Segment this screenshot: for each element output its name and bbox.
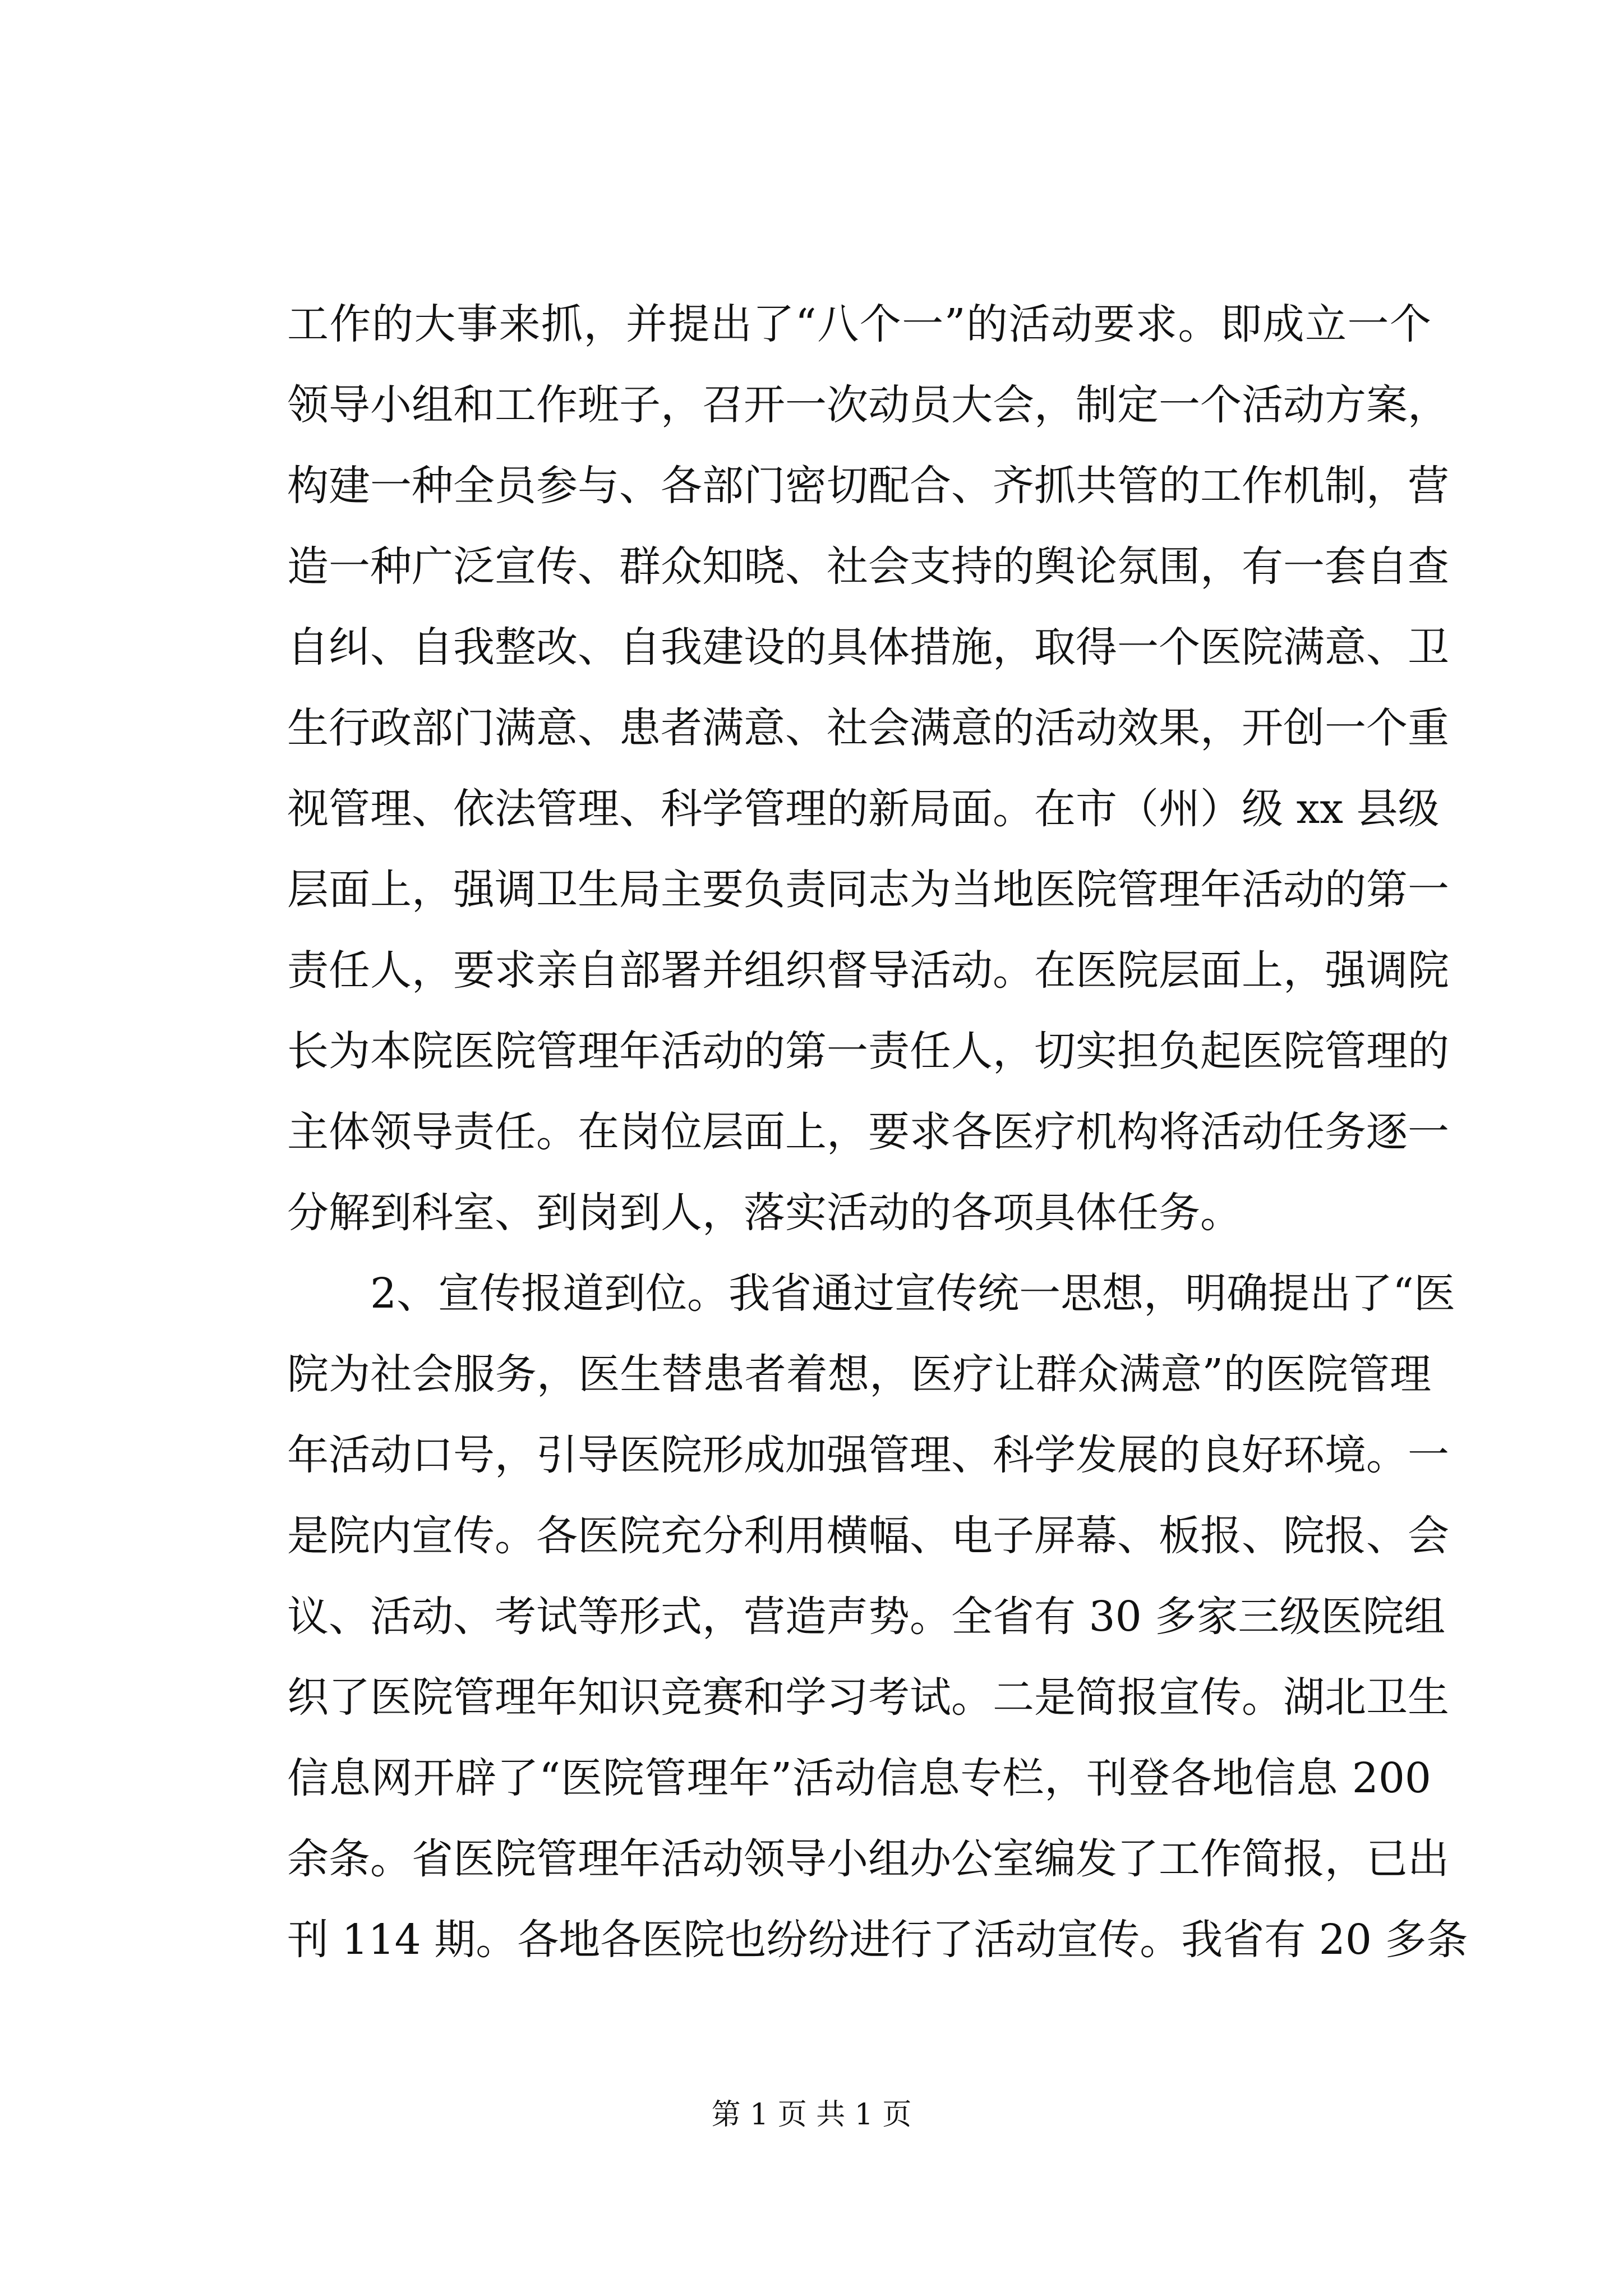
paragraph-1-line-1: 工作的大事来抓，并提出了“八个一”的活动要求。即成立一个 [287,300,1431,348]
paragraph-1-line-2: 领导小组和工作班子，召开一次动员大会，制定一个活动方案， [287,381,1449,429]
paragraph-1-line-5: 自纠、自我整改、自我建设的具体措施，取得一个医院满意、卫 [287,623,1449,671]
paragraph-2-line-2: 院为社会服务，医生替患者着想，医疗让群众满意”的医院管理 [287,1350,1431,1398]
page-number-label: 第 1 页 共 1 页 [711,2098,912,2132]
paragraph-2-line-1: 2、宣传报道到位。我省通过宣传统一思想，明确提出了“医 [370,1269,1455,1318]
paragraph-2-line-8: 余条。省医院管理年活动领导小组办公室编发了工作简报，已出 [287,1835,1449,1883]
paragraph-2-line-9: 刊 114 期。各地各医院也纷纷进行了活动宣传。我省有 20 多条 [287,1916,1468,1964]
paragraph-2-line-7: 信息网开辟了“医院管理年”活动信息专栏，刊登各地信息 200 [287,1754,1431,1802]
paragraph-1-line-12: 分解到科室、到岗到人，落实活动的各项具体任务。 [287,1189,1242,1237]
paragraph-2-line-4: 是院内宣传。各医院充分利用横幅、电子屏幕、板报、院报、会 [287,1512,1449,1560]
paragraph-2-line-5: 议、活动、考试等形式，营造声势。全省有 30 多家三级医院组 [287,1593,1446,1641]
paragraph-2-line-6: 织了医院管理年知识竞赛和学习考试。二是简报宣传。湖北卫生 [287,1673,1449,1722]
paragraph-1-line-6: 生行政部门满意、患者满意、社会满意的活动效果，开创一个重 [287,704,1449,752]
paragraph-2-line-3: 年活动口号，引导医院形成加强管理、科学发展的良好环境。一 [287,1431,1449,1479]
document-body [287,284,1468,1980]
paragraph-1-line-11: 主体领导责任。在岗位层面上，要求各医疗机构将活动任务逐一 [287,1108,1449,1156]
paragraph-1-line-10: 长为本院医院管理年活动的第一责任人，切实担负起医院管理的 [287,1027,1449,1075]
paragraph-1-line-9: 责任人，要求亲自部署并组织督导活动。在医院层面上，强调院 [287,946,1449,995]
paragraph-1-line-3: 构建一种全员参与、各部门密切配合、齐抓共管的工作机制，营 [287,462,1449,510]
paragraph-1-line-7: 视管理、依法管理、科学管理的新局面。在市（州）级 xx 县级 [287,785,1440,833]
page-footer [0,2092,1623,2137]
paragraph-1-line-8: 层面上，强调卫生局主要负责同志为当地医院管理年活动的第一 [287,866,1449,914]
paragraph-1-line-4: 造一种广泛宣传、群众知晓、社会支持的舆论氛围，有一套自查 [287,542,1449,591]
